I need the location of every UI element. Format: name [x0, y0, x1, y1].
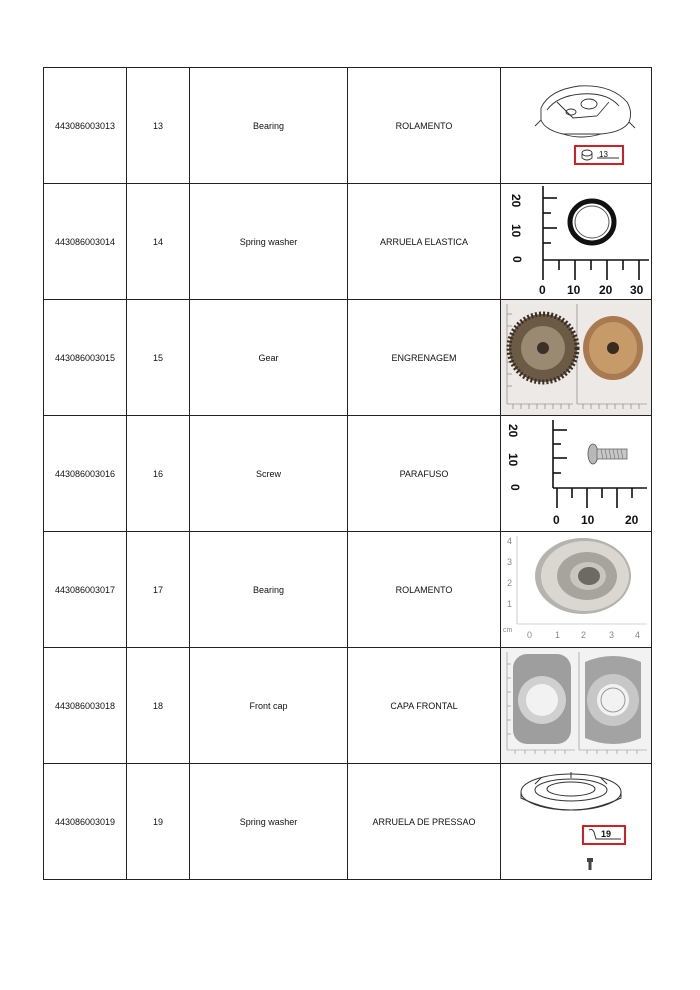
scale-y-label: 0 [508, 484, 522, 491]
part-name-portuguese: ROLAMENTO [348, 68, 501, 184]
scale-y-label: 0 [510, 256, 524, 263]
position-number: 16 [127, 416, 190, 532]
part-name-english: Gear [190, 300, 348, 416]
scale-x-label: 10 [567, 283, 581, 297]
scale-y-label: 10 [506, 453, 520, 467]
scale-y-label: 4 [507, 536, 513, 546]
scale-y-label: 10 [509, 224, 523, 238]
bevel-gear-image [501, 300, 651, 415]
part-code: 443086003018 [44, 648, 127, 764]
scale-y-label: 1 [507, 599, 513, 609]
part-code: 443086003019 [44, 764, 127, 880]
exploded-diagram-spring-washer-image [501, 764, 651, 879]
part-code: 443086003017 [44, 532, 127, 648]
part-name-english: Screw [190, 416, 348, 532]
scale-x-label: 1 [555, 630, 561, 640]
part-name-portuguese: ROLAMENTO [348, 532, 501, 648]
part-image [501, 184, 652, 300]
part-name-english: Front cap [190, 648, 348, 764]
position-number: 15 [127, 300, 190, 416]
scale-y-label: 2 [507, 578, 513, 588]
part-code: 443086003013 [44, 68, 127, 184]
part-name-portuguese: ARRUELA ELASTICA [348, 184, 501, 300]
part-image [501, 764, 652, 880]
position-number: 19 [127, 764, 190, 880]
part-name-portuguese: ENGRENAGEM [348, 300, 501, 416]
scale-unit: cm [503, 627, 513, 634]
part-image [501, 648, 652, 764]
table-row [44, 68, 652, 184]
scale-y-label: 3 [507, 557, 513, 567]
ball-bearing-image [501, 532, 651, 647]
position-number: 17 [127, 532, 190, 648]
scale-x-label: 10 [581, 513, 595, 527]
part-name-english: Bearing [190, 532, 348, 648]
screw-image [501, 416, 651, 531]
part-code: 443086003014 [44, 184, 127, 300]
table-row [44, 300, 652, 416]
part-name-english: Spring washer [190, 764, 348, 880]
scale-x-label: 30 [630, 283, 644, 297]
part-code: 443086003015 [44, 300, 127, 416]
part-code: 443086003016 [44, 416, 127, 532]
table-row [44, 184, 652, 300]
table-row [44, 416, 652, 532]
part-name-portuguese: CAPA FRONTAL [348, 648, 501, 764]
wave-spring-washer-image [501, 184, 651, 299]
scale-x-label: 0 [539, 283, 546, 297]
position-number: 18 [127, 648, 190, 764]
exploded-diagram-bearing-image [501, 68, 651, 183]
scale-x-label: 0 [527, 630, 533, 640]
scale-x-label: 0 [553, 513, 560, 527]
table-row [44, 532, 652, 648]
callout-label: 19 [601, 829, 612, 839]
scale-y-label: 20 [509, 194, 523, 208]
scale-x-label: 2 [581, 630, 587, 640]
part-image [501, 300, 652, 416]
callout-label: 13 [599, 150, 608, 159]
scale-x-label: 20 [599, 283, 613, 297]
part-name-english: Bearing [190, 68, 348, 184]
part-image [501, 532, 652, 648]
table-row [44, 764, 652, 880]
front-cap-image [501, 648, 651, 763]
scale-x-label: 4 [635, 630, 641, 640]
part-name-english: Spring washer [190, 184, 348, 300]
scale-x-label: 20 [625, 513, 639, 527]
part-image [501, 68, 652, 184]
table-row [44, 648, 652, 764]
part-image [501, 416, 652, 532]
parts-table [43, 67, 652, 880]
part-name-portuguese: PARAFUSO [348, 416, 501, 532]
scale-y-label: 20 [506, 424, 520, 438]
position-number: 14 [127, 184, 190, 300]
scale-x-label: 3 [609, 630, 615, 640]
part-name-portuguese: ARRUELA DE PRESSAO [348, 764, 501, 880]
position-number: 13 [127, 68, 190, 184]
